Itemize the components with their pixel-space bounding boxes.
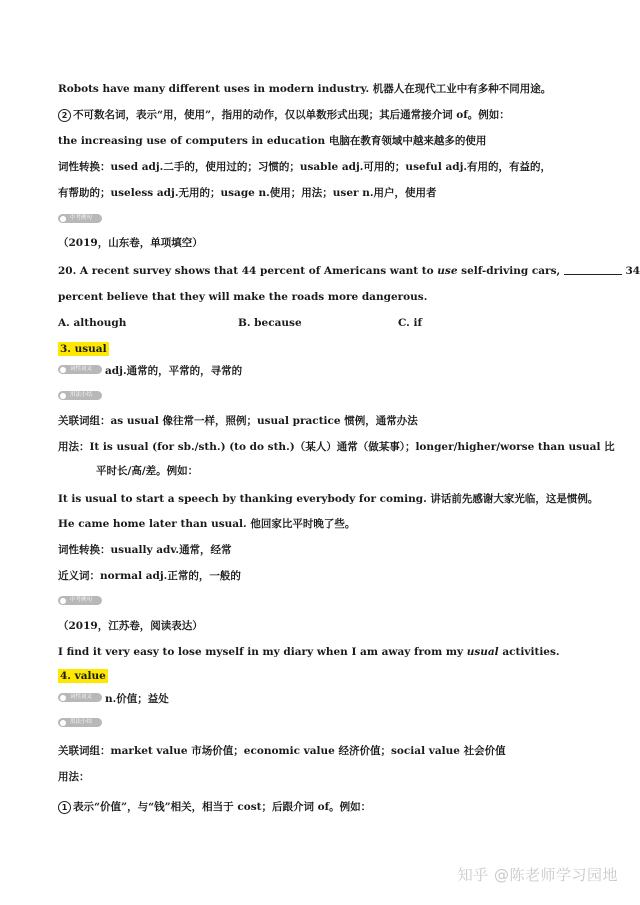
usual-example-2: He came home later than usual. 他回家比平时晚了些。 [58, 518, 356, 530]
number-circle: 2 [58, 109, 71, 122]
usual-definition: adj.通常的，平常的，寻常的 [105, 365, 243, 377]
source-note-shandong: （2019，山东卷，单项填空） [58, 237, 203, 249]
word-forms-use-1: 词性转换：used adj.二手的，使用过的；习惯的；usable adj.可用的；useful adj.有用的，有益的， [58, 161, 552, 173]
option-b: B. because [238, 317, 302, 329]
usual-usage-2: 平时长/高/差。例如： [96, 465, 199, 477]
question-20-line-2: percent believe that they will make the roads more dangerous. [58, 291, 428, 303]
example-phrase-use: the increasing use of computers in education 电脑在教育领域中越来越多的使用 [58, 135, 487, 147]
usual-phrases: 关联词组：as usual 像往常一样，照例；usual practice 惯例，通常办法 [58, 415, 418, 427]
value-definition-1: 1 表示“价值”，与“钱”相关，相当于 cost；后跟介词 of。例如： [58, 800, 600, 814]
vocab-tag-usual: 词性词义 [58, 365, 102, 374]
option-a: A. although [58, 317, 127, 329]
word-forms-use-2: 有帮助的；useless adj.无用的；usage n.使用；用法；user n.用户，使用者 [58, 187, 437, 199]
value-phrases: 关联词组：market value 市场价值；economic value 经济价值；social value 社会价值 [58, 745, 506, 757]
option-c: C. if [398, 317, 422, 329]
question-20-line-1: 20. A recent survey shows that 44 percent of Americans want to use self-driving cars, 34 [58, 265, 640, 277]
usual-synonym: 近义词：normal adj.正常的，一般的 [58, 570, 241, 582]
value-definition: n.价值；益处 [105, 693, 169, 705]
usual-word-forms: 词性转换：usually adv.通常，经常 [58, 544, 232, 556]
heading-value: 4. value [60, 670, 106, 682]
usual-example-1: It is usual to start a speech by thanking everybody for coming. 讲话前先感谢大家光临，这是惯例。 [58, 493, 599, 505]
usual-usage-1: 用法：It is usual (for sb./sth.) (to do sth.)（某人）通常（做某事）；longer/higher/worse than usual 比 [58, 441, 615, 453]
heading-usual: 3. usual [60, 343, 107, 355]
usage-tag-value: 用法小结 [58, 718, 102, 727]
question-20-options [58, 316, 600, 330]
vocab-tag-value: 词性词义 [58, 693, 102, 702]
answer-blank [564, 265, 622, 275]
value-usage-label: 用法： [58, 771, 90, 783]
definition-uncountable: 2 不可数名词，表示“用，使用”，指用的动作，仅以单数形式出现；其后通常接介词 of。例如： [58, 108, 600, 122]
zhihu-watermark: 知乎 @陈老师学习园地 [457, 866, 618, 884]
number-circle-1: 1 [58, 801, 71, 814]
usage-tag-usual: 用法小结 [58, 391, 102, 400]
usual-exam-sentence: I find it very easy to lose myself in my diary when I am away from my usual activities. [58, 646, 560, 658]
source-note-jiangsu: （2019，江苏卷，阅读表达） [58, 620, 203, 632]
example-sentence-robots: Robots have many different uses in modern industry. 机器人在现代工业中有多种不同用途。 [58, 83, 552, 95]
exam-example-tag: 中考例句 [58, 214, 102, 223]
exam-example-tag-2: 中考例句 [58, 596, 102, 605]
